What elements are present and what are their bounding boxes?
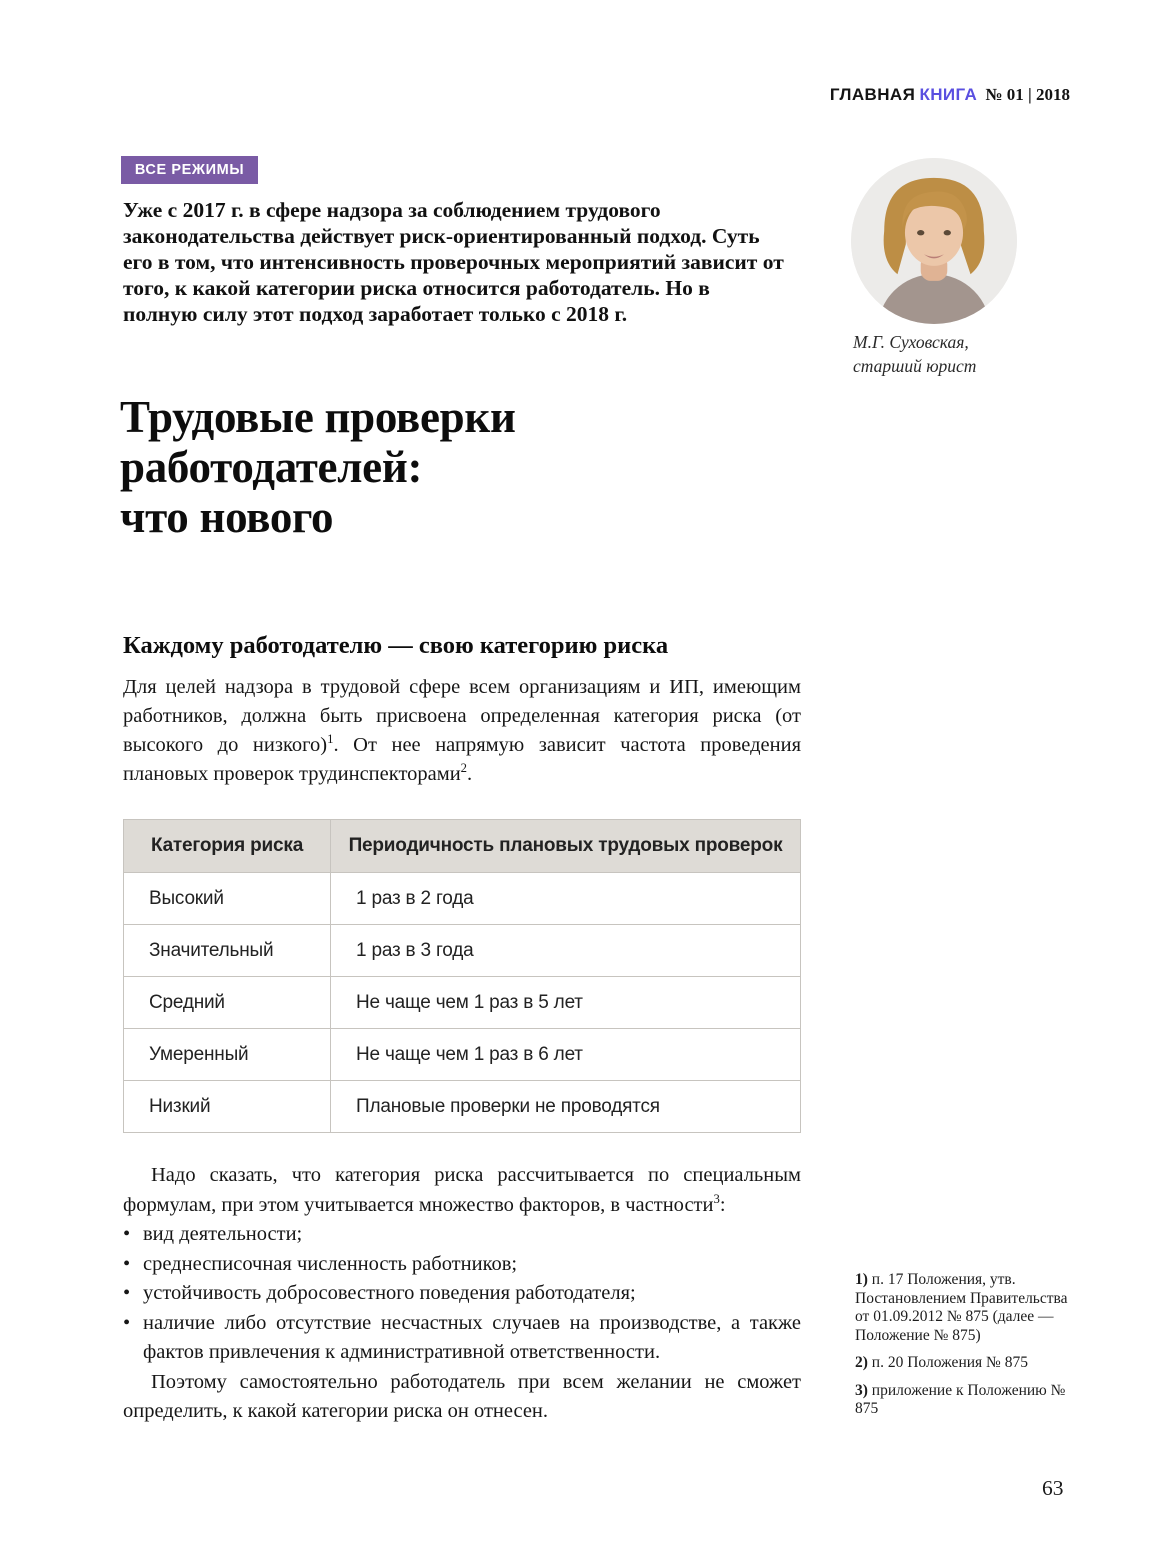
cell-category: Средний <box>124 977 331 1029</box>
factor-text: наличие либо отсутствие несчастных случаев на производстве, а также фактов привлечения к административной ответственности. <box>143 1311 801 1363</box>
intro-paragraph <box>123 673 801 789</box>
table-header-row <box>124 820 801 873</box>
table-row <box>124 1029 801 1081</box>
intro-text-part2: . От нее напрямую зависит частота проведения плановых проверок трудинспекторами <box>123 734 801 785</box>
table-row <box>124 977 801 1029</box>
brand-name-part1: ГЛАВНАЯ <box>829 85 916 104</box>
title-line-3: что нового <box>120 492 334 542</box>
masthead <box>830 85 1070 105</box>
cell-category: Высокий <box>124 873 331 925</box>
factors-lead-part1: Надо сказать, что категория риска рассчитывается по специальным формулам, при этом учитывается множество факторов, в частности <box>123 1164 801 1216</box>
footnote-text: п. 20 Положения № 875 <box>871 1354 1028 1371</box>
footnote-marker: 2) <box>855 1354 868 1371</box>
footnote-2 <box>855 1354 1083 1373</box>
cell-category: Умеренный <box>124 1029 331 1081</box>
footnote-text: п. 17 Положения, утв. Постановлением Правительства от 01.09.2012 № 875 (далее — Положение № 875) <box>855 1271 1068 1344</box>
list-item <box>123 1220 801 1250</box>
factors-lead-part2: : <box>719 1193 726 1216</box>
author-caption <box>853 330 1073 378</box>
risk-category-table <box>123 819 801 1133</box>
cell-category: Значительный <box>124 925 331 977</box>
factor-text: среднесписочная численность работников; <box>143 1252 518 1275</box>
factor-text: вид деятельности; <box>143 1223 303 1245</box>
cell-frequency: Не чаще чем 1 раз в 6 лет <box>331 1029 801 1081</box>
cell-frequency: Не чаще чем 1 раз в 5 лет <box>331 977 801 1029</box>
factors-list <box>123 1220 801 1368</box>
list-item <box>123 1250 801 1280</box>
footnote-marker: 3) <box>855 1381 868 1399</box>
footnote-text: приложение к Положению № 875 <box>855 1381 1066 1417</box>
author-photo <box>851 158 1017 324</box>
section-heading: Каждому работодателю — свою категорию риска <box>123 632 669 659</box>
author-name: М.Г. Суховская, <box>853 332 969 352</box>
issue-number: № 01 | 2018 <box>985 85 1070 104</box>
brand-name-part2: КНИГА <box>919 85 978 104</box>
mode-badge-label: ВСЕ РЕЖИМЫ <box>134 162 245 178</box>
intro-text-part1: Для целей надзора в трудовой сфере всем организациям и ИП, имеющим работников, должна быть присвоена определенная категория риска (от высокого до низкого) <box>123 676 801 756</box>
table-row <box>124 925 801 977</box>
footnote-ref-2: 2 <box>460 761 468 776</box>
footnote-3 <box>855 1382 1083 1419</box>
footnote-ref-3: 3 <box>713 1191 720 1206</box>
cell-frequency: Плановые проверки не проводятся <box>331 1081 801 1133</box>
article-title <box>120 392 820 542</box>
lead-paragraph: Уже с 2017 г. в сфере надзора за соблюдением трудового законодательства действует риск-ориентированный подход. Суть его в том, что интенсивность проверочных мероприятий зависит от того, к какой категории риска относится работодатель. Но в полную силу этот подход заработает только с 2018 г. <box>123 198 784 326</box>
title-line-2: работодателей: <box>120 442 423 492</box>
footnote-1 <box>855 1271 1083 1345</box>
intro-text-part3: . <box>467 763 473 785</box>
factor-text: устойчивость добросовестного поведения работодателя; <box>143 1282 636 1304</box>
page-number: 63 <box>1042 1476 1064 1500</box>
table-row <box>124 873 801 925</box>
column-header-category: Категория риска <box>124 820 331 873</box>
mode-badge <box>121 156 258 184</box>
table-row <box>124 1081 801 1133</box>
footnote-marker: 1) <box>855 1271 868 1288</box>
author-role: старший юрист <box>853 356 977 376</box>
cell-category: Низкий <box>124 1081 331 1133</box>
factors-section <box>123 1161 801 1427</box>
cell-frequency: 1 раз в 3 года <box>331 925 801 977</box>
portrait-illustration <box>851 158 1017 324</box>
list-item <box>123 1309 801 1368</box>
list-item <box>123 1279 801 1309</box>
footnote-ref-1: 1 <box>327 732 334 747</box>
factors-lead-paragraph <box>123 1161 801 1220</box>
title-line-1: Трудовые проверки <box>120 392 516 442</box>
closing-paragraph: Поэтому самостоятельно работодатель при всем желании не сможет определить, к какой категории риска он отнесен. <box>123 1370 801 1422</box>
footnotes-sidebar <box>855 1271 1083 1428</box>
cell-frequency: 1 раз в 2 года <box>331 873 801 925</box>
column-header-frequency: Периодичность плановых трудовых проверок <box>331 820 801 873</box>
